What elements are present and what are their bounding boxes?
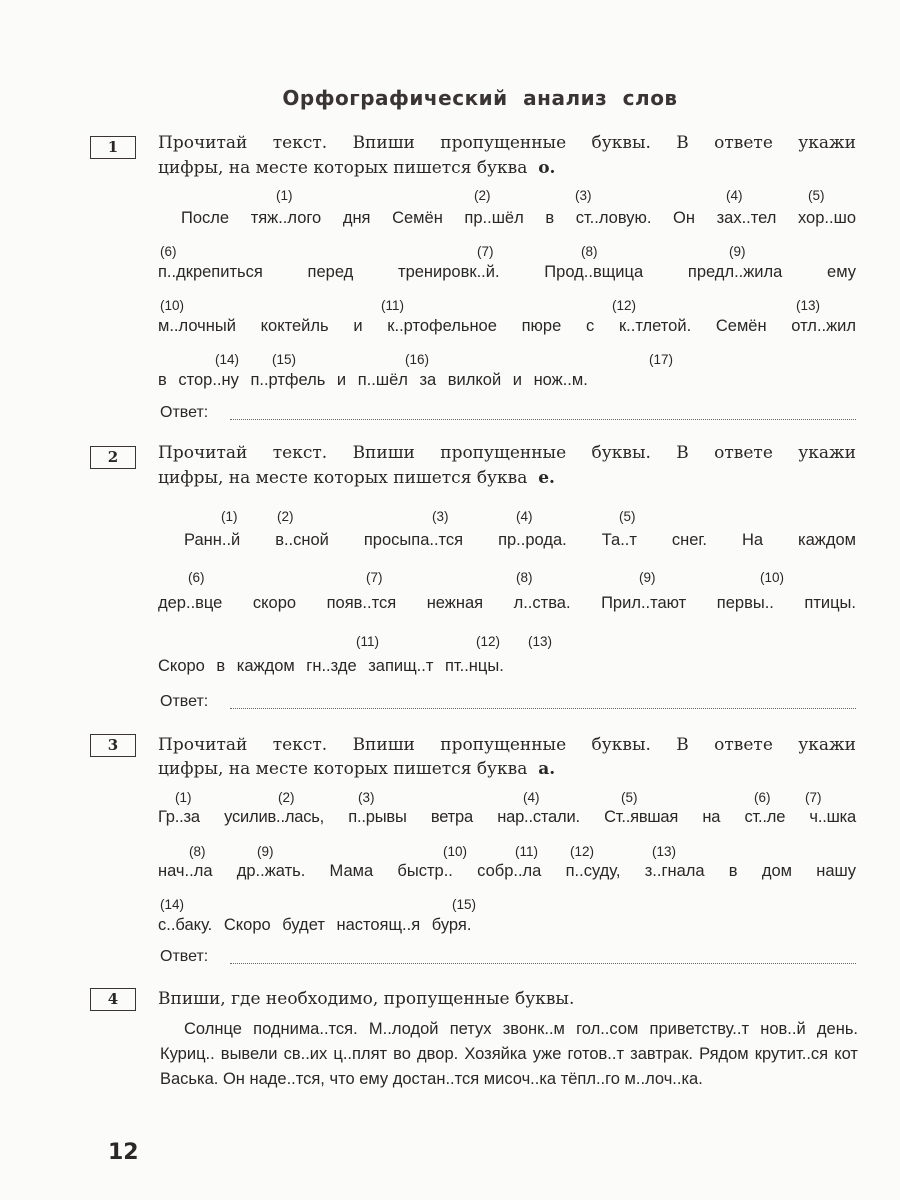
marker: (8)	[516, 570, 533, 585]
task-3-number-box: 3	[90, 734, 136, 757]
marker: (8)	[581, 244, 598, 259]
answer-line[interactable]	[230, 419, 856, 420]
task-2-number-box: 2	[90, 446, 136, 469]
marker: (11)	[381, 298, 405, 313]
marker: (10)	[160, 298, 185, 313]
task-1-number-box: 1	[90, 136, 136, 159]
page-title: Орфографический анализ слов	[282, 86, 678, 110]
task-1-text-line: п..дкрепиться перед тренировк..й. Прод..вщица предл..жила ему	[158, 263, 856, 281]
answer-label: Ответ:	[160, 948, 209, 965]
task-3-instruction-line1: Прочитай текст. Впиши пропущенные буквы. В ответе укажи	[158, 735, 856, 755]
marker: (4)	[523, 790, 540, 805]
marker: (3)	[358, 790, 375, 805]
task-3-target-letter: а.	[538, 759, 556, 779]
answer-line[interactable]	[230, 963, 856, 964]
task-1-text-line: в стор..ну п..ртфель и п..шёл за вилкой и нож..м.	[158, 371, 588, 389]
marker: (7)	[805, 790, 822, 805]
marker: (14)	[215, 352, 240, 367]
marker: (5)	[808, 188, 825, 203]
task-1-instruction-line2: цифры, на месте которых пишется буква о.	[158, 158, 556, 178]
marker: (1)	[221, 509, 238, 524]
task-3-text-line: нач..ла др..жать. Мама быстр.. собр..ла п..суду, з..гнала в дом нашу	[158, 862, 856, 880]
task-2-answer-field[interactable]	[160, 693, 856, 713]
marker: (3)	[432, 509, 449, 524]
marker: (9)	[257, 844, 274, 859]
marker: (4)	[516, 509, 533, 524]
marker: (13)	[652, 844, 677, 859]
marker: (17)	[649, 352, 674, 367]
marker: (12)	[476, 634, 501, 649]
marker: (12)	[612, 298, 637, 313]
marker: (6)	[188, 570, 205, 585]
task-2-text-line: Скоро в каждом гн..зде запищ..т пт..нцы.	[158, 657, 504, 675]
marker: (3)	[575, 188, 592, 203]
marker: (1)	[276, 188, 293, 203]
task-2-text-line: дер..вце скоро появ..тся нежная л..ства. Прил..тают первы.. птицы.	[158, 594, 856, 612]
answer-label: Ответ:	[160, 693, 209, 710]
marker: (4)	[726, 188, 743, 203]
task-1-text-line: м..лочный коктейль и к..ртофельное пюре с к..тлетой. Семён отл..жил	[158, 317, 856, 335]
marker: (11)	[515, 844, 539, 859]
marker: (15)	[452, 897, 477, 912]
marker: (9)	[639, 570, 656, 585]
marker: (15)	[272, 352, 297, 367]
marker: (5)	[619, 509, 636, 524]
task-4-number-box: 4	[90, 988, 136, 1011]
marker: (6)	[754, 790, 771, 805]
task-2-text-line: Ранн..й в..сной просыпа..тся пр..рода. Та..т снег. На каждом	[184, 531, 856, 549]
marker: (16)	[405, 352, 430, 367]
task-2-target-letter: е.	[538, 468, 555, 488]
marker: (2)	[277, 509, 294, 524]
marker: (6)	[160, 244, 177, 259]
marker: (13)	[796, 298, 821, 313]
task-1-text-line: После тяж..лого дня Семён пр..шёл в ст..ловую. Он зах..тел хор..шо	[181, 209, 856, 227]
marker: (7)	[477, 244, 494, 259]
marker: (2)	[474, 188, 491, 203]
task-4-instruction: Впиши, где необходимо, пропущенные буквы.	[158, 989, 575, 1009]
marker: (8)	[189, 844, 206, 859]
marker: (5)	[621, 790, 638, 805]
task-1-instruction-line1: Прочитай текст. Впиши пропущенные буквы. В ответе укажи	[158, 133, 856, 153]
task-2-instruction-line1: Прочитай текст. Впиши пропущенные буквы. В ответе укажи	[158, 443, 856, 463]
marker: (10)	[760, 570, 785, 585]
task-2-instruction-line2: цифры, на месте которых пишется буква е.	[158, 468, 555, 488]
marker: (1)	[175, 790, 192, 805]
task-3-answer-field[interactable]	[160, 948, 856, 968]
marker: (12)	[570, 844, 595, 859]
task-3-text-line: Гр..за усилив..лась, п..рывы ветра нар..стали. Ст..явшая на ст..ле ч..шка	[158, 808, 856, 826]
marker: (9)	[729, 244, 746, 259]
answer-label: Ответ:	[160, 404, 209, 421]
task-3-instruction-line2: цифры, на месте которых пишется буква а.	[158, 759, 556, 779]
answer-line[interactable]	[230, 708, 856, 709]
marker: (13)	[528, 634, 553, 649]
marker: (14)	[160, 897, 185, 912]
page-number: 12	[108, 1140, 139, 1165]
task-3-text-line: с..баку. Скоро будет настоящ..я буря.	[158, 916, 472, 934]
marker: (11)	[356, 634, 380, 649]
task-1-target-letter: о.	[538, 158, 556, 178]
marker: (7)	[366, 570, 383, 585]
marker: (2)	[278, 790, 295, 805]
task-4-paragraph: Солнце поднима..тся. М..лодой петух звонк..м гол..сом приветству..т нов..й день. Куриц.. вывели св..их ц..плят во двор. Хозяйка уже готов..т завтрак. Рядом крутит..ся кот Васька. Он наде..тся, что ему достан..тся мисоч..ка тёпл..го м..лоч..ка.	[160, 1020, 858, 1088]
marker: (10)	[443, 844, 468, 859]
task-1-answer-field[interactable]	[160, 404, 856, 424]
